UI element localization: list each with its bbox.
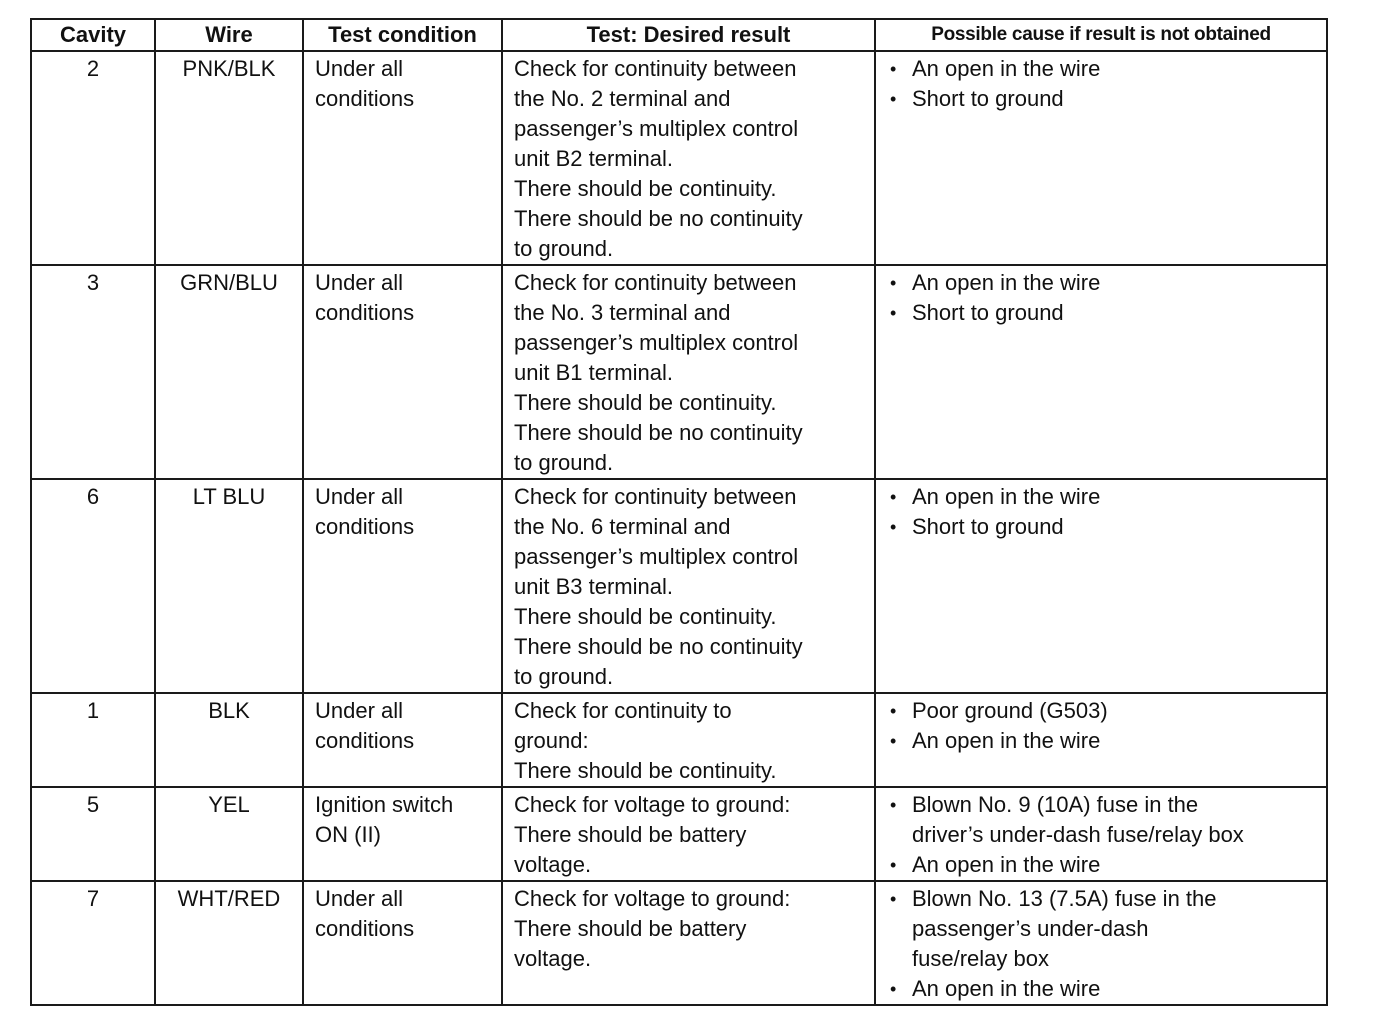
wire-cell: GRN/BLU <box>155 265 303 479</box>
cause-list <box>876 266 1326 328</box>
cause-line: • Blown No. 13 (7.5A) fuse in the <box>912 886 1217 911</box>
possible-cause-cell <box>875 881 1327 1005</box>
desired-result-cell <box>502 881 875 1005</box>
desired-result-line: the No. 2 terminal and <box>514 86 731 111</box>
troubleshooting-table <box>30 18 1328 1006</box>
cause-line: • An open in the wire <box>912 976 1101 1001</box>
test-condition-cell <box>303 881 502 1005</box>
header-cavity: Cavity <box>31 19 155 51</box>
cause-item <box>888 790 1322 850</box>
cause-line: driver’s under-dash fuse/relay box <box>912 822 1244 847</box>
test-condition-cell <box>303 693 502 787</box>
cause-list <box>876 882 1326 1004</box>
table-row <box>31 265 1327 479</box>
test-condition-cell <box>303 479 502 693</box>
cause-item <box>888 298 1322 328</box>
test-condition-line: Under all <box>315 886 404 911</box>
test-condition-line: Under all <box>315 56 404 81</box>
desired-result-line: unit B2 terminal. <box>514 146 673 171</box>
header-wire: Wire <box>155 19 303 51</box>
desired-result-line: passenger’s multiplex control <box>514 330 799 355</box>
wire-cell: WHT/RED <box>155 881 303 1005</box>
table-row <box>31 881 1327 1005</box>
desired-result-line: passenger’s multiplex control <box>514 544 799 569</box>
desired-result-line: Check for voltage to ground: <box>514 792 791 817</box>
table-row <box>31 479 1327 693</box>
cavity-cell: 6 <box>31 479 155 693</box>
possible-cause-cell <box>875 265 1327 479</box>
cause-line: • An open in the wire <box>912 56 1101 81</box>
cause-line: • An open in the wire <box>912 852 1101 877</box>
cause-item <box>888 884 1322 974</box>
cavity-cell: 3 <box>31 265 155 479</box>
test-condition-line: conditions <box>315 300 415 325</box>
possible-cause-cell <box>875 51 1327 265</box>
desired-result-line: Check for continuity between <box>514 484 797 509</box>
desired-result-cell <box>502 693 875 787</box>
cause-line: • Blown No. 9 (10A) fuse in the <box>912 792 1199 817</box>
desired-result-line: to ground. <box>514 664 614 689</box>
test-condition-line: Under all <box>315 270 404 295</box>
cause-line: • An open in the wire <box>912 484 1101 509</box>
desired-result-line: voltage. <box>514 852 592 877</box>
test-condition-line: Under all <box>315 698 404 723</box>
desired-result-line: There should be battery <box>514 916 747 941</box>
desired-result-line: There should be battery <box>514 822 747 847</box>
test-condition-line: conditions <box>315 514 415 539</box>
cause-item <box>888 54 1322 84</box>
cavity-cell: 2 <box>31 51 155 265</box>
cause-line: • An open in the wire <box>912 728 1101 753</box>
cause-list <box>876 694 1326 756</box>
test-condition-line: conditions <box>315 916 415 941</box>
header-test-condition: Test condition <box>303 19 502 51</box>
test-condition-line: Ignition switch <box>315 792 454 817</box>
desired-result-line: There should be no continuity <box>514 634 803 659</box>
table-body <box>31 51 1327 1005</box>
table-row <box>31 693 1327 787</box>
desired-result-line: Check for voltage to ground: <box>514 886 791 911</box>
cause-list <box>876 788 1326 880</box>
desired-result-line: Check for continuity to <box>514 698 732 723</box>
header-desired-result: Test: Desired result <box>502 19 875 51</box>
desired-result-line: There should be no continuity <box>514 206 803 231</box>
cause-item <box>888 974 1322 1004</box>
cause-line: passenger’s under-dash <box>912 916 1149 941</box>
cause-item <box>888 482 1322 512</box>
table-row <box>31 787 1327 881</box>
cause-line: fuse/relay box <box>912 946 1049 971</box>
test-condition-cell <box>303 787 502 881</box>
desired-result-line: voltage. <box>514 946 592 971</box>
test-condition-line: conditions <box>315 728 415 753</box>
desired-result-cell <box>502 265 875 479</box>
desired-result-cell <box>502 51 875 265</box>
desired-result-line: Check for continuity between <box>514 56 797 81</box>
wire-cell: PNK/BLK <box>155 51 303 265</box>
wire-cell: BLK <box>155 693 303 787</box>
desired-result-line: the No. 3 terminal and <box>514 300 731 325</box>
desired-result-line: There should be continuity. <box>514 758 777 783</box>
cause-item <box>888 850 1322 880</box>
desired-result-line: to ground. <box>514 236 614 261</box>
cause-item <box>888 696 1322 726</box>
test-condition-line: Under all <box>315 484 404 509</box>
desired-result-cell <box>502 479 875 693</box>
table-row <box>31 51 1327 265</box>
desired-result-cell <box>502 787 875 881</box>
desired-result-line: to ground. <box>514 450 614 475</box>
test-condition-cell <box>303 265 502 479</box>
desired-result-line: unit B3 terminal. <box>514 574 673 599</box>
possible-cause-cell <box>875 787 1327 881</box>
desired-result-line: ground: <box>514 728 589 753</box>
cause-line: • An open in the wire <box>912 270 1101 295</box>
cavity-cell: 1 <box>31 693 155 787</box>
cause-item <box>888 268 1322 298</box>
header-row <box>31 19 1327 51</box>
wire-cell: LT BLU <box>155 479 303 693</box>
desired-result-line: unit B1 terminal. <box>514 360 673 385</box>
cavity-cell: 5 <box>31 787 155 881</box>
cause-item <box>888 84 1322 114</box>
test-condition-cell <box>303 51 502 265</box>
desired-result-line: the No. 6 terminal and <box>514 514 731 539</box>
cause-line: • Poor ground (G503) <box>912 698 1108 723</box>
desired-result-line: There should be continuity. <box>514 176 777 201</box>
cause-item <box>888 512 1322 542</box>
desired-result-line: There should be continuity. <box>514 390 777 415</box>
cavity-cell: 7 <box>31 881 155 1005</box>
possible-cause-cell <box>875 479 1327 693</box>
possible-cause-cell <box>875 693 1327 787</box>
desired-result-line: There should be continuity. <box>514 604 777 629</box>
cause-line: • Short to ground <box>912 514 1064 539</box>
cause-line: • Short to ground <box>912 86 1064 111</box>
test-condition-line: ON (II) <box>315 822 381 847</box>
cause-item <box>888 726 1322 756</box>
cause-list <box>876 52 1326 114</box>
cause-list <box>876 480 1326 542</box>
desired-result-line: passenger’s multiplex control <box>514 116 799 141</box>
cause-line: • Short to ground <box>912 300 1064 325</box>
test-condition-line: conditions <box>315 86 415 111</box>
desired-result-line: There should be no continuity <box>514 420 803 445</box>
desired-result-line: Check for continuity between <box>514 270 797 295</box>
wire-cell: YEL <box>155 787 303 881</box>
header-possible-cause: Possible cause if result is not obtained <box>875 19 1327 51</box>
